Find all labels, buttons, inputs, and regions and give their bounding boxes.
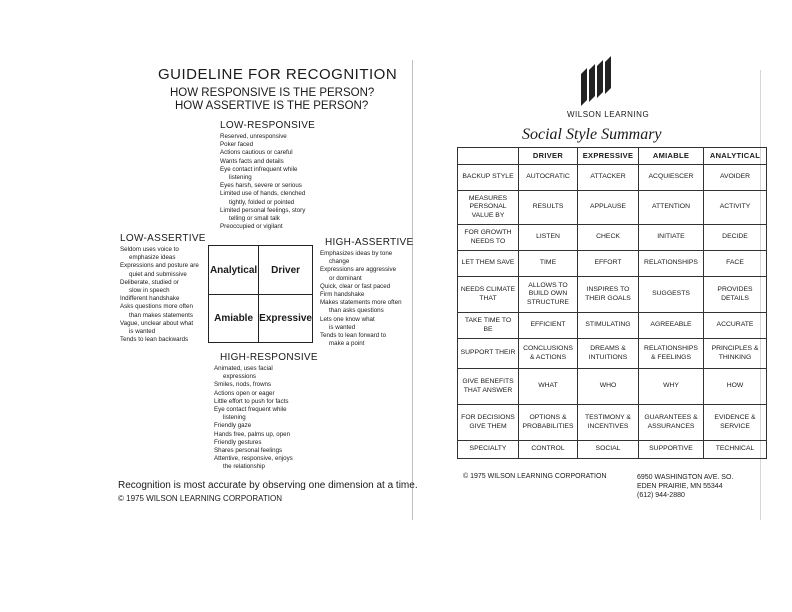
table-row	[458, 277, 767, 313]
table-cell: AVOIDER	[704, 165, 767, 191]
row-label: NEEDS CLIMATE THAT	[458, 277, 519, 313]
table-header-row	[458, 148, 767, 165]
table-cell: FACE	[704, 251, 767, 277]
row-label: GIVE BENEFITS THAT ANSWER	[458, 369, 519, 405]
list-item: Asks questions more often	[120, 303, 193, 311]
list-item: Actions cautious or careful	[220, 149, 293, 157]
table-cell: ACQUIESCER	[639, 165, 704, 191]
table-cell: DREAMS & INTUITIONS	[578, 339, 639, 369]
list-item: Poker faced	[220, 141, 254, 149]
table-cell: WHAT	[519, 369, 578, 405]
guideline-subtitle-assertive: HOW ASSERTIVE IS THE PERSON?	[175, 100, 369, 112]
wilson-learning-logo-icon	[577, 56, 617, 106]
high-assertive-list	[320, 250, 402, 348]
table-row	[458, 405, 767, 441]
list-item: than makes statements	[129, 311, 193, 319]
address-line: EDEN PRAIRIE, MN 55344	[637, 483, 723, 490]
table-cell: APPLAUSE	[578, 191, 639, 225]
table-cell: AUTOCRATIC	[519, 165, 578, 191]
row-label: MEASURES PERSONAL VALUE BY	[458, 191, 519, 225]
table-row	[458, 225, 767, 251]
table-cell: DECIDE	[704, 225, 767, 251]
table-cell: ATTACKER	[578, 165, 639, 191]
list-item: Reserved, unresponsive	[220, 133, 287, 140]
column-header: ANALYTICAL	[704, 148, 767, 165]
list-item: Tends to lean backwards	[120, 336, 189, 344]
social-style-table	[457, 147, 767, 459]
table-cell: RESULTS	[519, 191, 578, 225]
list-item: listening	[223, 414, 246, 422]
table-cell: ACCURATE	[704, 313, 767, 339]
table-cell: ATTENTION	[639, 191, 704, 225]
list-item: Smiles, nods, frowns	[214, 381, 272, 389]
row-label: FOR DECISIONS GIVE THEM	[458, 405, 519, 441]
list-item: make a point	[329, 340, 365, 348]
table-row	[458, 251, 767, 277]
list-item: Vague, unclear about what	[120, 319, 194, 327]
table-cell: INSPIRES TO THEIR GOALS	[578, 277, 639, 313]
list-item: Friendly gestures	[214, 438, 262, 446]
table-cell: SOCIAL	[578, 441, 639, 459]
list-item: Animated, uses facial	[214, 365, 273, 372]
quadrant-amiable: Amiable	[209, 294, 258, 342]
list-item: Indifferent handshake	[120, 295, 180, 303]
list-item: Eye contact infrequent while	[220, 165, 298, 173]
table-corner-cell	[458, 148, 519, 165]
low-assertive-heading: LOW-ASSERTIVE	[120, 233, 206, 244]
high-responsive-list	[214, 365, 293, 472]
table-cell: AGREEABLE	[639, 313, 704, 339]
table-row	[458, 165, 767, 191]
table-cell: PRINCIPLES & THINKING	[704, 339, 767, 369]
list-item: telling or small talk	[229, 215, 280, 223]
table-cell: SUGGESTS	[639, 277, 704, 313]
table-cell: OPTIONS & PROBABILITIES	[519, 405, 578, 441]
table-cell: RELATIONSHIPS & FEELINGS	[639, 339, 704, 369]
list-item: slow in speech	[129, 287, 170, 295]
list-item: than asks questions	[329, 307, 384, 315]
list-item: Friendly gaze	[214, 422, 252, 430]
copyright-right: © 1975 WILSON LEARNING CORPORATION	[463, 473, 607, 480]
table-cell: WHO	[578, 369, 639, 405]
list-item: Emphasizes ideas by tone	[320, 250, 393, 257]
low-responsive-list	[220, 133, 305, 231]
table-cell: TECHNICAL	[704, 441, 767, 459]
list-item: Seldom uses voice to	[120, 246, 179, 253]
address-line: 6950 WASHINGTON AVE. SO.	[637, 474, 734, 481]
quadrant-analytical: Analytical	[209, 264, 258, 276]
column-header: DRIVER	[519, 148, 578, 165]
company-address	[637, 473, 733, 500]
table-cell: EFFORT	[578, 251, 639, 277]
table-cell: ACTIVITY	[704, 191, 767, 225]
list-item: Quick, clear or fast paced	[320, 282, 391, 290]
table-cell: TESTIMONY & INCENTIVES	[578, 405, 639, 441]
column-header: AMIABLE	[639, 148, 704, 165]
list-item: is wanted	[329, 323, 356, 331]
row-label: LET THEM SAVE	[458, 251, 519, 277]
list-item: Preoccupied or vigilant	[220, 223, 283, 231]
list-item: Wants facts and details	[220, 157, 284, 165]
guideline-subtitle-responsive: HOW RESPONSIVE IS THE PERSON?	[170, 87, 375, 99]
column-header: EXPRESSIVE	[578, 148, 639, 165]
brand-name: WILSON LEARNING	[567, 110, 650, 119]
table-cell: SUPPORTIVE	[639, 441, 704, 459]
list-item: expressions	[223, 373, 257, 381]
table-row	[458, 441, 767, 459]
low-responsive-heading: LOW-RESPONSIVE	[220, 120, 316, 131]
list-item: Limited personal feelings, story	[220, 206, 306, 214]
row-label: SUPPORT THEIR	[458, 339, 519, 369]
list-item: or dominant	[329, 274, 362, 282]
summary-title: Social Style Summary	[522, 126, 662, 143]
table-row	[458, 339, 767, 369]
list-item: quiet and submissive	[129, 270, 187, 278]
table-cell: EVIDENCE & SERVICE	[704, 405, 767, 441]
table-cell: GUARANTEES & ASSURANCES	[639, 405, 704, 441]
list-item: is wanted	[129, 328, 156, 336]
list-item: Little effort to push for facts	[214, 397, 289, 405]
list-item: Actions open or eager	[214, 389, 275, 397]
table-cell: RELATIONSHIPS	[639, 251, 704, 277]
list-item: Shares personal feelings	[214, 447, 283, 455]
table-cell: WHY	[639, 369, 704, 405]
table-cell: CHECK	[578, 225, 639, 251]
row-label: TAKE TIME TO BE	[458, 313, 519, 339]
list-item: emphasize ideas	[129, 254, 176, 262]
list-item: Expressions and posture are	[120, 262, 199, 270]
page-divider	[412, 60, 413, 520]
high-assertive-heading: HIGH-ASSERTIVE	[325, 237, 414, 248]
table-cell: EFFICIENT	[519, 313, 578, 339]
list-item: Firm handshake	[320, 291, 365, 299]
table-body	[458, 165, 767, 459]
list-item: Lets one know what	[320, 315, 375, 323]
list-item: Hands free, palms up, open	[214, 430, 291, 438]
table-cell: CONCLUSIONS & ACTIONS	[519, 339, 578, 369]
table-cell: INITIATE	[639, 225, 704, 251]
list-item: the relationship	[223, 463, 265, 471]
table-cell: HOW	[704, 369, 767, 405]
list-item: Expressions are aggressive	[320, 266, 397, 274]
table-cell: PROVIDES DETAILS	[704, 277, 767, 313]
quadrant-driver: Driver	[258, 246, 312, 294]
table-cell: STIMULATING	[578, 313, 639, 339]
table-cell: LISTEN	[519, 225, 578, 251]
high-responsive-heading: HIGH-RESPONSIVE	[220, 352, 318, 363]
list-item: Limited use of hands, clenched	[220, 190, 306, 198]
low-assertive-list	[120, 246, 199, 344]
table-cell: TIME	[519, 251, 578, 277]
row-label: SPECIALTY	[458, 441, 519, 459]
list-item: Eye contact frequent while	[214, 406, 287, 414]
copyright-left: © 1975 WILSON LEARNING CORPORATION	[118, 494, 283, 503]
table-row	[458, 191, 767, 225]
table-cell: ALLOWS TO BUILD OWN STRUCTURE	[519, 277, 578, 313]
list-item: change	[329, 258, 350, 266]
quadrant-expressive: Expressive	[258, 294, 312, 342]
table-row	[458, 369, 767, 405]
list-item: Tends to lean forward to	[320, 332, 387, 340]
social-style-quadrant	[208, 245, 313, 343]
recognition-note: Recognition is most accurate by observing one dimension at a time.	[118, 480, 418, 491]
guideline-title: GUIDELINE FOR RECOGNITION	[158, 66, 398, 83]
list-item: listening	[229, 174, 252, 182]
list-item: Eyes harsh, severe or serious	[220, 182, 302, 190]
list-item: Attentive, responsive, enjoys	[214, 455, 293, 463]
table-cell: CONTROL	[519, 441, 578, 459]
address-line: (612) 944-2880	[637, 492, 685, 499]
list-item: tightly, folded or pointed	[229, 198, 295, 206]
list-item: Deliberate, studied or	[120, 278, 179, 286]
row-label: BACKUP STYLE	[458, 165, 519, 191]
table-row	[458, 313, 767, 339]
row-label: FOR GROWTH NEEDS TO	[458, 225, 519, 251]
list-item: Makes statements more often	[320, 299, 402, 307]
